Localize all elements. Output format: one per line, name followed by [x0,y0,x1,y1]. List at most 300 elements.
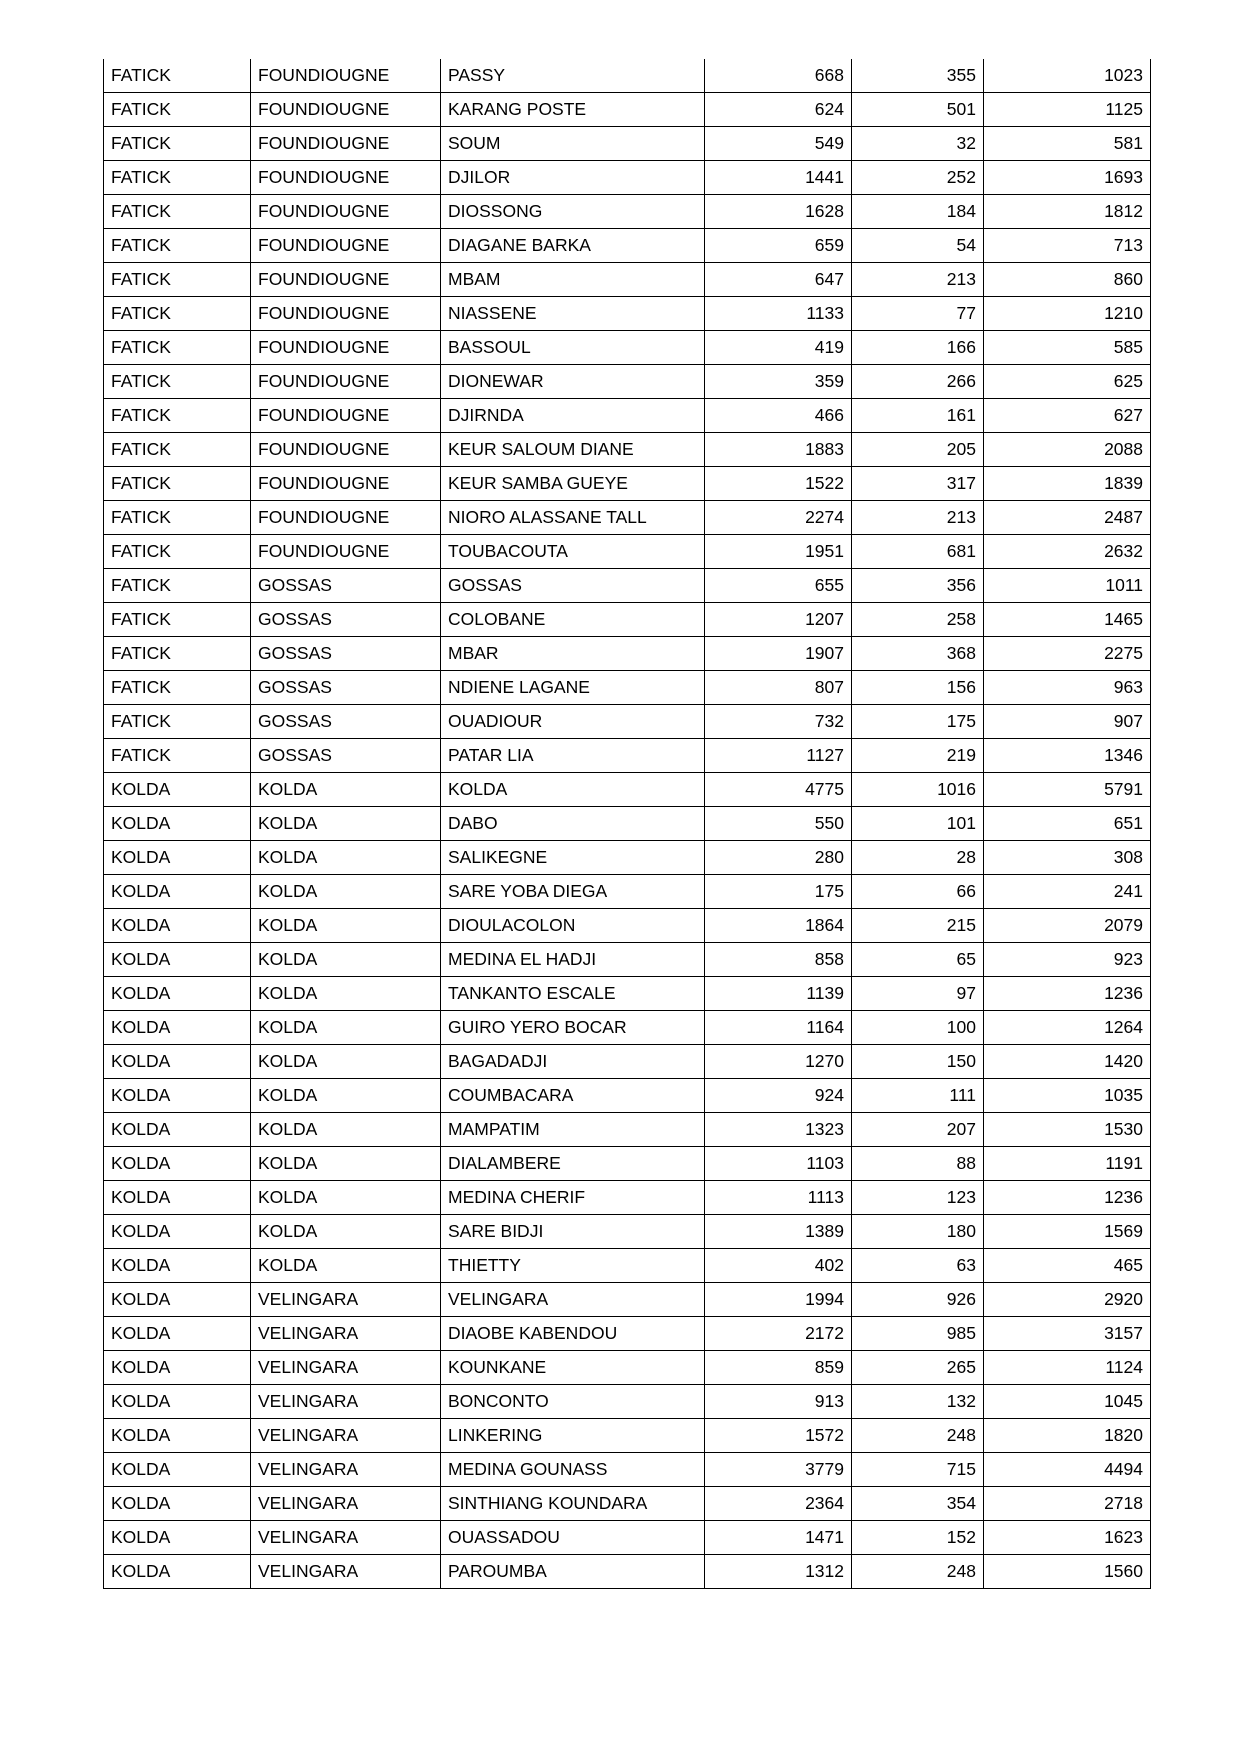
table-row [104,603,1151,637]
value-1-cell: 807 [705,671,852,705]
value-2-cell: 63 [852,1249,984,1283]
commune-cell: KEUR SAMBA GUEYE [441,467,705,501]
value-1-cell: 924 [705,1079,852,1113]
department-cell: GOSSAS [251,569,441,603]
region-cell: FATICK [104,229,251,263]
region-cell: KOLDA [104,1011,251,1045]
table-row [104,909,1151,943]
value-1-cell: 647 [705,263,852,297]
region-cell: KOLDA [104,807,251,841]
region-cell: KOLDA [104,1249,251,1283]
region-cell: FATICK [104,399,251,433]
region-cell: FATICK [104,569,251,603]
commune-cell: SINTHIANG KOUNDARA [441,1487,705,1521]
value-1-cell: 3779 [705,1453,852,1487]
commune-cell: KEUR SALOUM DIANE [441,433,705,467]
total-cell: 1023 [984,59,1151,93]
region-cell: FATICK [104,705,251,739]
table-row [104,637,1151,671]
department-cell: VELINGARA [251,1385,441,1419]
value-2-cell: 248 [852,1419,984,1453]
value-1-cell: 1207 [705,603,852,637]
total-cell: 625 [984,365,1151,399]
value-2-cell: 97 [852,977,984,1011]
region-cell: FATICK [104,195,251,229]
value-1-cell: 2364 [705,1487,852,1521]
department-cell: FOUNDIOUGNE [251,365,441,399]
region-cell: KOLDA [104,977,251,1011]
commune-cell: DIAGANE BARKA [441,229,705,263]
value-1-cell: 1864 [705,909,852,943]
department-cell: FOUNDIOUGNE [251,433,441,467]
value-2-cell: 156 [852,671,984,705]
value-2-cell: 219 [852,739,984,773]
total-cell: 1812 [984,195,1151,229]
table-row [104,433,1151,467]
region-cell: KOLDA [104,1079,251,1113]
value-1-cell: 1323 [705,1113,852,1147]
department-cell: KOLDA [251,1011,441,1045]
value-2-cell: 248 [852,1555,984,1589]
region-cell: FATICK [104,671,251,705]
commune-cell: SARE YOBA DIEGA [441,875,705,909]
department-cell: VELINGARA [251,1453,441,1487]
value-1-cell: 659 [705,229,852,263]
total-cell: 1125 [984,93,1151,127]
table-row [104,229,1151,263]
total-cell: 963 [984,671,1151,705]
value-2-cell: 926 [852,1283,984,1317]
table-row [104,1385,1151,1419]
value-1-cell: 1994 [705,1283,852,1317]
region-cell: KOLDA [104,841,251,875]
table-row [104,365,1151,399]
table-row [104,1181,1151,1215]
total-cell: 4494 [984,1453,1151,1487]
value-2-cell: 317 [852,467,984,501]
region-cell: FATICK [104,93,251,127]
commune-cell: DIOSSONG [441,195,705,229]
region-cell: KOLDA [104,1045,251,1079]
commune-cell: PASSY [441,59,705,93]
value-2-cell: 32 [852,127,984,161]
value-1-cell: 1572 [705,1419,852,1453]
table-row [104,93,1151,127]
total-cell: 1569 [984,1215,1151,1249]
commune-cell: TANKANTO ESCALE [441,977,705,1011]
region-cell: FATICK [104,127,251,161]
region-cell: KOLDA [104,1181,251,1215]
department-cell: FOUNDIOUGNE [251,195,441,229]
department-cell: KOLDA [251,1079,441,1113]
value-2-cell: 355 [852,59,984,93]
total-cell: 1210 [984,297,1151,331]
commune-cell: VELINGARA [441,1283,705,1317]
value-2-cell: 184 [852,195,984,229]
total-cell: 627 [984,399,1151,433]
value-2-cell: 28 [852,841,984,875]
region-cell: KOLDA [104,875,251,909]
region-cell: FATICK [104,467,251,501]
value-1-cell: 1628 [705,195,852,229]
value-2-cell: 100 [852,1011,984,1045]
value-2-cell: 123 [852,1181,984,1215]
department-cell: KOLDA [251,1113,441,1147]
value-2-cell: 101 [852,807,984,841]
total-cell: 1465 [984,603,1151,637]
department-cell: FOUNDIOUGNE [251,467,441,501]
value-1-cell: 1113 [705,1181,852,1215]
commune-cell: NIASSENE [441,297,705,331]
commune-cell: NDIENE LAGANE [441,671,705,705]
value-1-cell: 549 [705,127,852,161]
table-row [104,1419,1151,1453]
department-cell: VELINGARA [251,1521,441,1555]
total-cell: 1693 [984,161,1151,195]
table-row [104,739,1151,773]
department-cell: KOLDA [251,1147,441,1181]
value-2-cell: 356 [852,569,984,603]
table-row [104,1045,1151,1079]
department-cell: FOUNDIOUGNE [251,297,441,331]
table-row [104,977,1151,1011]
department-cell: KOLDA [251,773,441,807]
value-2-cell: 180 [852,1215,984,1249]
value-2-cell: 681 [852,535,984,569]
value-1-cell: 1164 [705,1011,852,1045]
total-cell: 907 [984,705,1151,739]
value-2-cell: 215 [852,909,984,943]
department-cell: KOLDA [251,943,441,977]
table-body [104,59,1151,1589]
total-cell: 308 [984,841,1151,875]
value-2-cell: 88 [852,1147,984,1181]
department-cell: FOUNDIOUGNE [251,535,441,569]
total-cell: 923 [984,943,1151,977]
commune-cell: BAGADADJI [441,1045,705,1079]
total-cell: 1124 [984,1351,1151,1385]
total-cell: 1560 [984,1555,1151,1589]
table-row [104,705,1151,739]
total-cell: 2718 [984,1487,1151,1521]
value-1-cell: 419 [705,331,852,365]
region-cell: KOLDA [104,1521,251,1555]
value-2-cell: 258 [852,603,984,637]
department-cell: KOLDA [251,1045,441,1079]
value-2-cell: 65 [852,943,984,977]
commune-cell: SOUM [441,127,705,161]
total-cell: 2632 [984,535,1151,569]
table-row [104,161,1151,195]
department-cell: KOLDA [251,977,441,1011]
department-cell: FOUNDIOUGNE [251,331,441,365]
value-2-cell: 213 [852,501,984,535]
table-row [104,1555,1151,1589]
value-1-cell: 913 [705,1385,852,1419]
commune-cell: MBAM [441,263,705,297]
department-cell: KOLDA [251,807,441,841]
region-cell: KOLDA [104,773,251,807]
commune-cell: DJIRNDA [441,399,705,433]
department-cell: KOLDA [251,1215,441,1249]
value-1-cell: 550 [705,807,852,841]
value-1-cell: 2172 [705,1317,852,1351]
region-cell: KOLDA [104,1555,251,1589]
table-row [104,1249,1151,1283]
value-1-cell: 280 [705,841,852,875]
value-1-cell: 1103 [705,1147,852,1181]
department-cell: GOSSAS [251,603,441,637]
total-cell: 1045 [984,1385,1151,1419]
total-cell: 3157 [984,1317,1151,1351]
table-row [104,1079,1151,1113]
department-cell: VELINGARA [251,1555,441,1589]
department-cell: KOLDA [251,909,441,943]
commune-cell: COLOBANE [441,603,705,637]
value-2-cell: 132 [852,1385,984,1419]
total-cell: 1530 [984,1113,1151,1147]
value-1-cell: 655 [705,569,852,603]
region-cell: FATICK [104,739,251,773]
department-cell: GOSSAS [251,637,441,671]
value-2-cell: 152 [852,1521,984,1555]
total-cell: 2088 [984,433,1151,467]
table-row [104,59,1151,93]
department-cell: GOSSAS [251,739,441,773]
data-table [103,59,1151,1589]
value-2-cell: 985 [852,1317,984,1351]
department-cell: VELINGARA [251,1419,441,1453]
commune-cell: SARE BIDJI [441,1215,705,1249]
total-cell: 1264 [984,1011,1151,1045]
region-cell: KOLDA [104,1385,251,1419]
commune-cell: MEDINA CHERIF [441,1181,705,1215]
total-cell: 241 [984,875,1151,909]
table-row [104,1283,1151,1317]
table-row [104,569,1151,603]
region-cell: KOLDA [104,1113,251,1147]
value-2-cell: 207 [852,1113,984,1147]
table-row [104,1317,1151,1351]
total-cell: 585 [984,331,1151,365]
value-1-cell: 668 [705,59,852,93]
department-cell: FOUNDIOUGNE [251,229,441,263]
region-cell: KOLDA [104,1419,251,1453]
table-row [104,1351,1151,1385]
value-1-cell: 858 [705,943,852,977]
value-1-cell: 466 [705,399,852,433]
region-cell: FATICK [104,161,251,195]
table-row [104,1215,1151,1249]
table-row [104,331,1151,365]
value-1-cell: 1133 [705,297,852,331]
value-1-cell: 859 [705,1351,852,1385]
value-2-cell: 77 [852,297,984,331]
total-cell: 1346 [984,739,1151,773]
commune-cell: MEDINA GOUNASS [441,1453,705,1487]
commune-cell: OUASSADOU [441,1521,705,1555]
value-1-cell: 624 [705,93,852,127]
department-cell: FOUNDIOUGNE [251,263,441,297]
department-cell: VELINGARA [251,1487,441,1521]
department-cell: FOUNDIOUGNE [251,59,441,93]
value-1-cell: 1270 [705,1045,852,1079]
commune-cell: DIOULACOLON [441,909,705,943]
total-cell: 1839 [984,467,1151,501]
commune-cell: DIALAMBERE [441,1147,705,1181]
commune-cell: TOUBACOUTA [441,535,705,569]
table-row [104,297,1151,331]
total-cell: 713 [984,229,1151,263]
commune-cell: KOLDA [441,773,705,807]
value-2-cell: 161 [852,399,984,433]
commune-cell: BASSOUL [441,331,705,365]
value-1-cell: 1471 [705,1521,852,1555]
value-2-cell: 266 [852,365,984,399]
total-cell: 581 [984,127,1151,161]
region-cell: KOLDA [104,1487,251,1521]
commune-cell: DIONEWAR [441,365,705,399]
region-cell: KOLDA [104,1147,251,1181]
table-row [104,1011,1151,1045]
value-1-cell: 1312 [705,1555,852,1589]
table-row [104,773,1151,807]
total-cell: 651 [984,807,1151,841]
commune-cell: MBAR [441,637,705,671]
table-row [104,263,1151,297]
department-cell: VELINGARA [251,1351,441,1385]
value-1-cell: 359 [705,365,852,399]
department-cell: FOUNDIOUGNE [251,93,441,127]
department-cell: KOLDA [251,841,441,875]
commune-cell: KARANG POSTE [441,93,705,127]
table-row [104,127,1151,161]
total-cell: 5791 [984,773,1151,807]
department-cell: VELINGARA [251,1283,441,1317]
commune-cell: DIAOBE KABENDOU [441,1317,705,1351]
value-2-cell: 368 [852,637,984,671]
table-row [104,875,1151,909]
table-row [104,535,1151,569]
region-cell: FATICK [104,433,251,467]
region-cell: KOLDA [104,1351,251,1385]
region-cell: KOLDA [104,909,251,943]
value-2-cell: 1016 [852,773,984,807]
department-cell: FOUNDIOUGNE [251,399,441,433]
value-2-cell: 111 [852,1079,984,1113]
department-cell: VELINGARA [251,1317,441,1351]
commune-cell: COUMBACARA [441,1079,705,1113]
table-row [104,807,1151,841]
total-cell: 1035 [984,1079,1151,1113]
region-cell: FATICK [104,535,251,569]
total-cell: 1623 [984,1521,1151,1555]
total-cell: 2275 [984,637,1151,671]
commune-cell: BONCONTO [441,1385,705,1419]
commune-cell: OUADIOUR [441,705,705,739]
commune-cell: MEDINA EL HADJI [441,943,705,977]
table-row [104,1113,1151,1147]
total-cell: 1236 [984,977,1151,1011]
total-cell: 2487 [984,501,1151,535]
commune-cell: THIETTY [441,1249,705,1283]
table-row [104,399,1151,433]
value-1-cell: 1907 [705,637,852,671]
region-cell: FATICK [104,637,251,671]
value-1-cell: 1522 [705,467,852,501]
region-cell: FATICK [104,297,251,331]
value-2-cell: 252 [852,161,984,195]
table-row [104,841,1151,875]
table-row [104,1453,1151,1487]
value-2-cell: 354 [852,1487,984,1521]
commune-cell: PATAR LIA [441,739,705,773]
total-cell: 2079 [984,909,1151,943]
commune-cell: MAMPATIM [441,1113,705,1147]
value-1-cell: 1139 [705,977,852,1011]
value-2-cell: 166 [852,331,984,365]
commune-cell: GOSSAS [441,569,705,603]
total-cell: 1011 [984,569,1151,603]
value-1-cell: 1389 [705,1215,852,1249]
region-cell: KOLDA [104,1453,251,1487]
department-cell: KOLDA [251,1249,441,1283]
value-1-cell: 1951 [705,535,852,569]
commune-cell: PAROUMBA [441,1555,705,1589]
total-cell: 1820 [984,1419,1151,1453]
value-2-cell: 265 [852,1351,984,1385]
value-1-cell: 175 [705,875,852,909]
commune-cell: DABO [441,807,705,841]
department-cell: FOUNDIOUGNE [251,501,441,535]
department-cell: KOLDA [251,1181,441,1215]
value-2-cell: 205 [852,433,984,467]
value-1-cell: 1127 [705,739,852,773]
value-2-cell: 66 [852,875,984,909]
total-cell: 465 [984,1249,1151,1283]
total-cell: 1236 [984,1181,1151,1215]
table-row [104,1487,1151,1521]
department-cell: KOLDA [251,875,441,909]
table-row [104,195,1151,229]
region-cell: KOLDA [104,1317,251,1351]
value-2-cell: 54 [852,229,984,263]
department-cell: GOSSAS [251,705,441,739]
region-cell: KOLDA [104,1215,251,1249]
value-2-cell: 213 [852,263,984,297]
value-1-cell: 2274 [705,501,852,535]
table-row [104,671,1151,705]
value-1-cell: 4775 [705,773,852,807]
region-cell: FATICK [104,263,251,297]
commune-cell: DJILOR [441,161,705,195]
department-cell: FOUNDIOUGNE [251,127,441,161]
region-cell: FATICK [104,331,251,365]
value-1-cell: 1883 [705,433,852,467]
commune-cell: GUIRO YERO BOCAR [441,1011,705,1045]
commune-cell: KOUNKANE [441,1351,705,1385]
value-2-cell: 150 [852,1045,984,1079]
table-row [104,501,1151,535]
value-2-cell: 175 [852,705,984,739]
value-1-cell: 1441 [705,161,852,195]
value-1-cell: 732 [705,705,852,739]
region-cell: FATICK [104,603,251,637]
table-row [104,1147,1151,1181]
total-cell: 2920 [984,1283,1151,1317]
table-row [104,467,1151,501]
total-cell: 1191 [984,1147,1151,1181]
